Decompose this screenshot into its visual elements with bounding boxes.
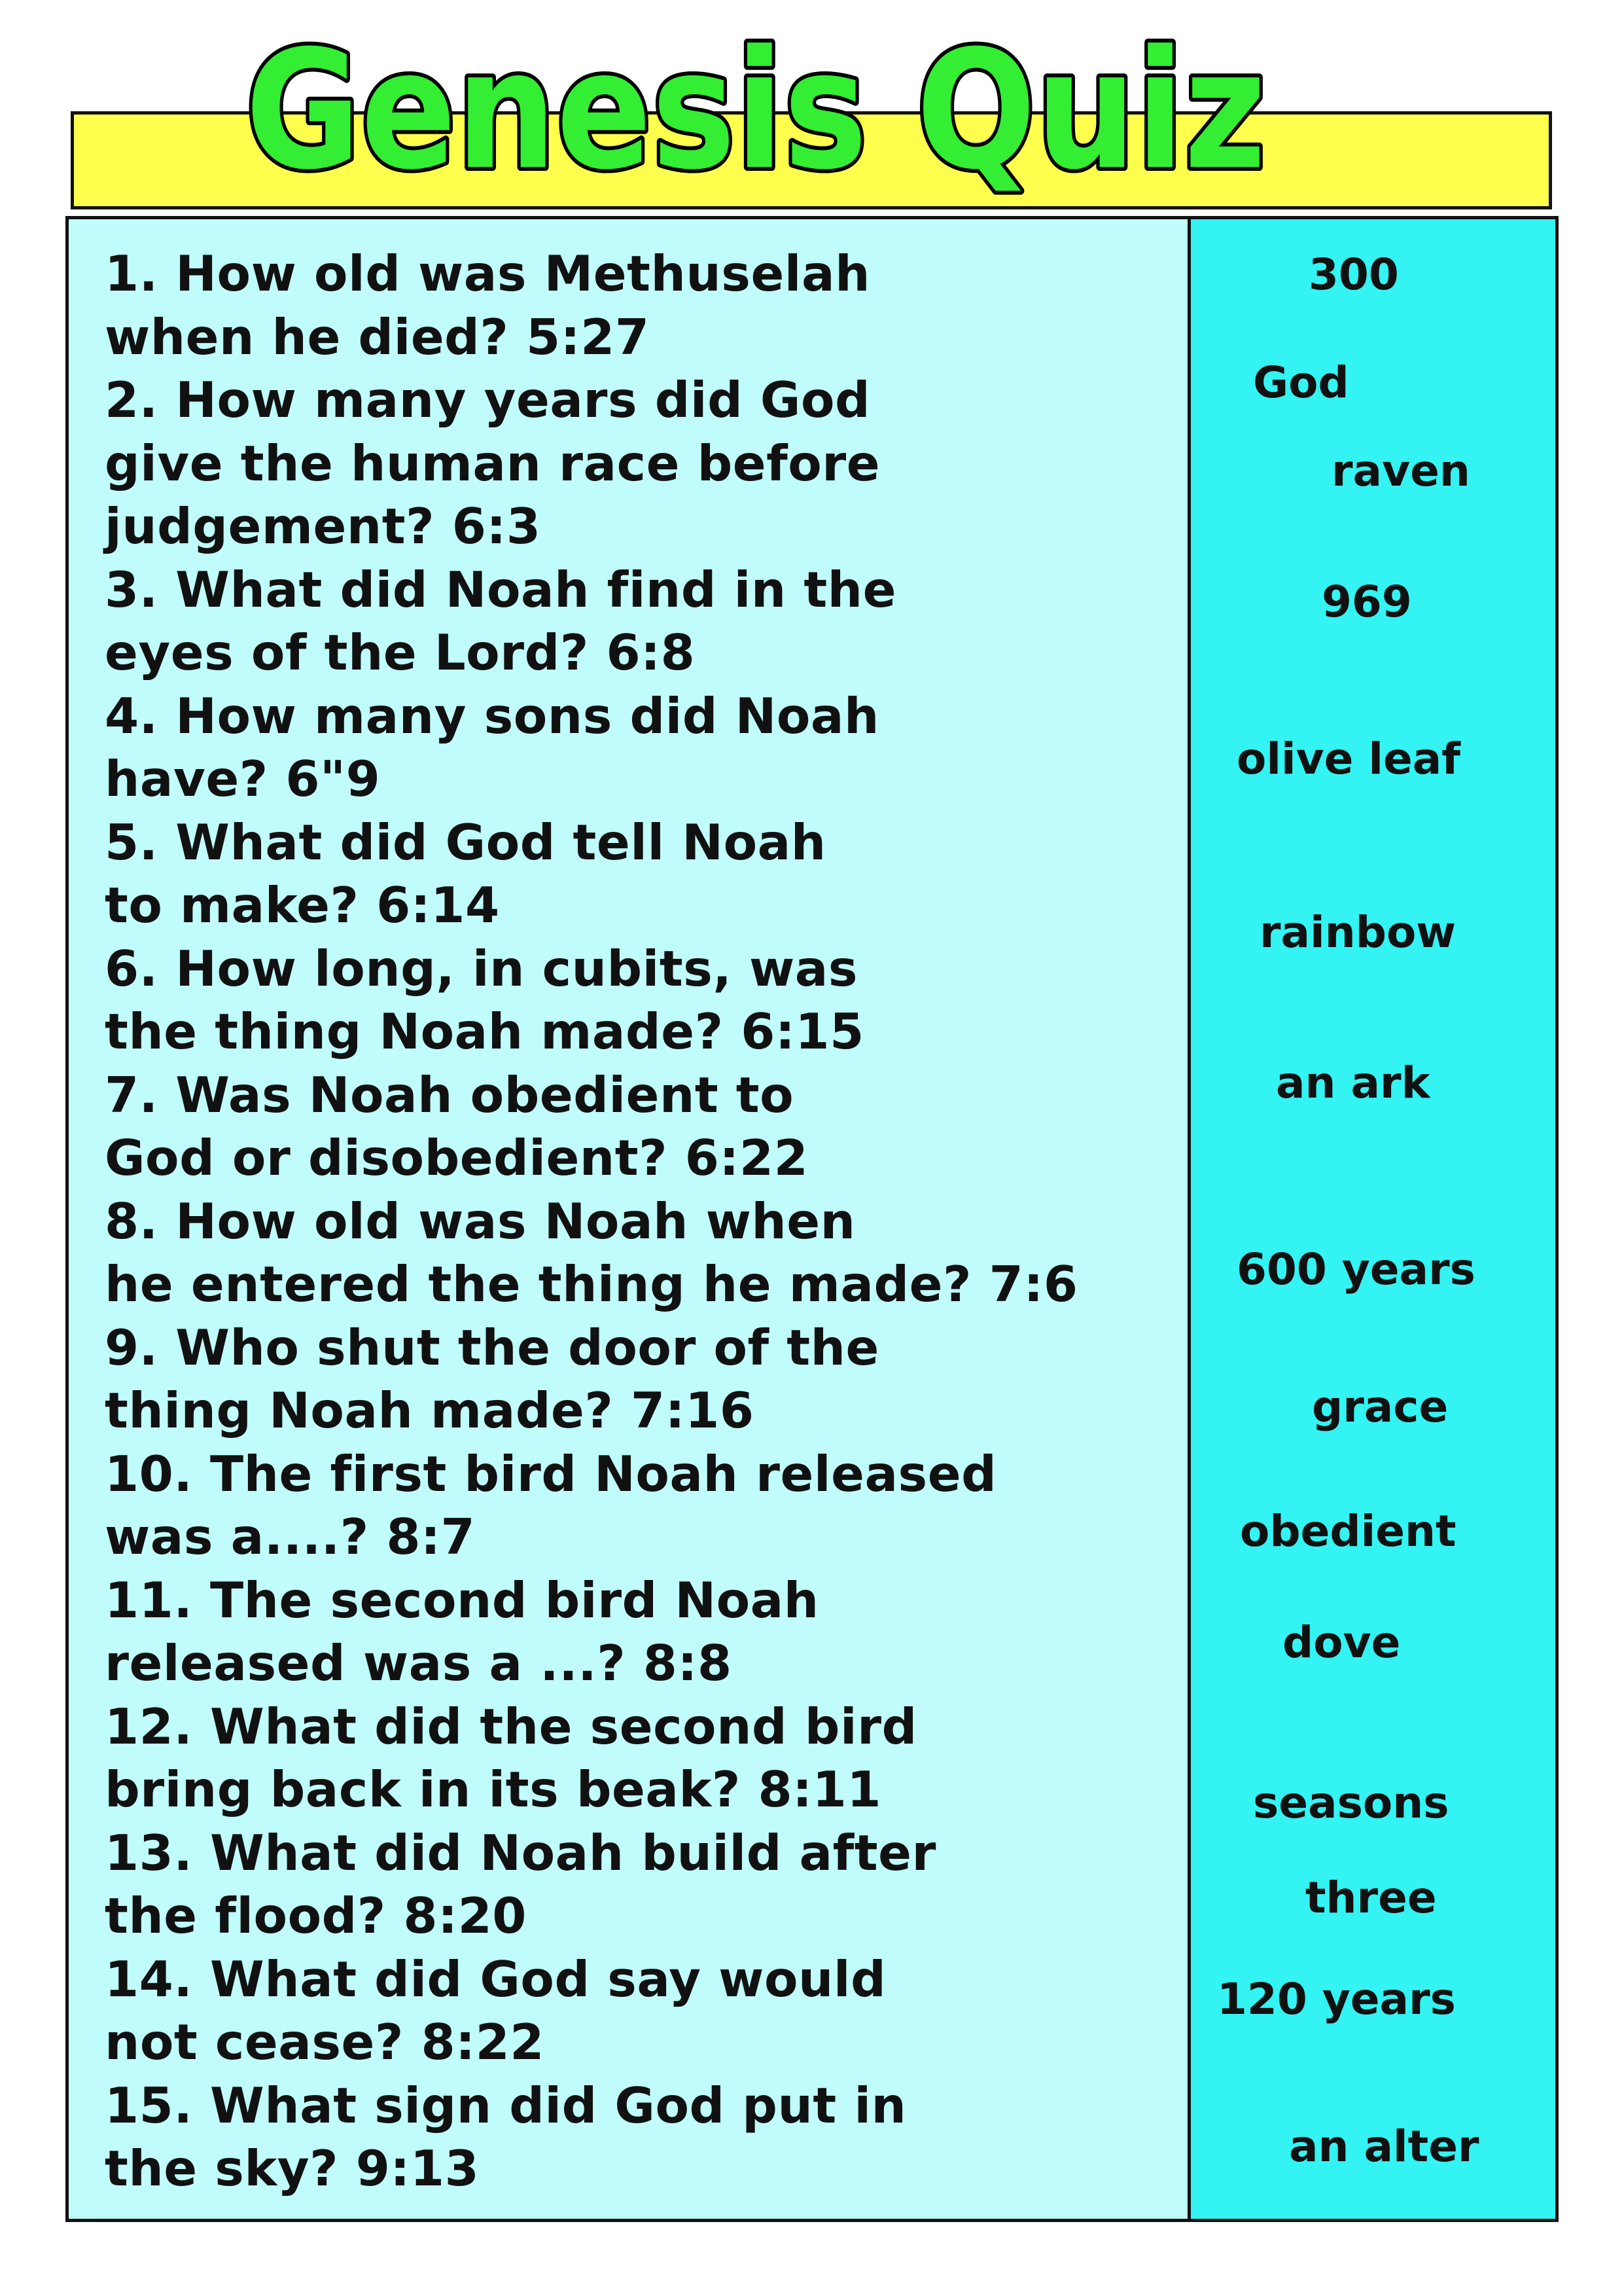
question-7-line-1: 7. Was Noah obedient to <box>105 1066 794 1124</box>
answer-option: three <box>1305 1873 1437 1923</box>
question-7-line-2: God or disobedient? 6:22 <box>105 1129 809 1187</box>
question-10-line-1: 10. The first bird Noah released <box>105 1444 997 1503</box>
question-14-line-1: 14. What did God say would <box>105 1950 887 2008</box>
answer-option: 120 years <box>1217 1974 1456 2024</box>
question-14-line-2: not cease? 8:22 <box>105 2013 544 2071</box>
question-4-line-1: 4. How many sons did Noah <box>105 687 879 745</box>
question-5-line-1: 5. What did God tell Noah <box>105 813 826 871</box>
question-2-line-3: judgement? 6:3 <box>105 497 541 555</box>
answer-option: God <box>1253 357 1349 408</box>
answer-option: raven <box>1332 446 1470 496</box>
question-3-line-2: eyes of the Lord? 6:8 <box>105 624 696 681</box>
question-8-line-1: 8. How old was Noah when <box>105 1192 856 1250</box>
question-15-line-2: the sky? 9:13 <box>105 2140 480 2197</box>
question-5-line-2: to make? 6:14 <box>105 876 500 934</box>
answer-option: dove <box>1282 1617 1401 1668</box>
answer-option: obedient <box>1240 1506 1456 1556</box>
question-list <box>105 242 1191 2200</box>
question-8-line-2: he entered the thing he made? 7:6 <box>105 1255 1078 1313</box>
answer-option: an ark <box>1276 1058 1430 1108</box>
question-11-line-2: released was a ...? 8:8 <box>105 1634 732 1692</box>
answer-option: an alter <box>1289 2121 1479 2172</box>
answer-option: 300 <box>1309 249 1399 300</box>
question-2-line-1: 2. How many years did God <box>105 371 871 429</box>
question-11-line-1: 11. The second bird Noah <box>105 1571 819 1629</box>
question-2-line-2: give the human race before <box>105 434 881 492</box>
question-12-line-1: 12. What did the second bird <box>105 1697 917 1755</box>
question-12-line-2: bring back in its beak? 8:11 <box>105 1761 882 1818</box>
answer-option: rainbow <box>1260 907 1456 958</box>
answer-option: seasons <box>1253 1778 1449 1828</box>
question-1-line-1: 1. How old was Methuselah <box>105 245 871 302</box>
question-6-line-2: the thing Noah made? 6:15 <box>105 1003 864 1060</box>
question-6-line-1: 6. How long, in cubits, was <box>105 939 858 997</box>
question-4-line-2: have? 6"9 <box>105 750 381 808</box>
question-9-line-1: 9. Who shut the door of the <box>105 1318 879 1376</box>
question-13-line-2: the flood? 8:20 <box>105 1887 527 1945</box>
answer-option: olive leaf <box>1237 734 1460 784</box>
question-15-line-1: 15. What sign did God put in <box>105 2076 907 2134</box>
question-1-line-2: when he died? 5:27 <box>105 308 650 366</box>
answer-option: 600 years <box>1237 1244 1475 1295</box>
question-9-line-2: thing Noah made? 7:16 <box>105 1382 754 1439</box>
question-10-line-2: was a....? 8:7 <box>105 1508 476 1566</box>
answer-option: grace <box>1312 1382 1449 1432</box>
page-title <box>216 15 1296 223</box>
answer-option: 969 <box>1322 577 1412 627</box>
question-13-line-1: 13. What did Noah build after <box>105 1823 937 1882</box>
page-title-text: Genesis Quiz <box>245 15 1266 206</box>
question-3-line-1: 3. What did Noah find in the <box>105 560 896 619</box>
